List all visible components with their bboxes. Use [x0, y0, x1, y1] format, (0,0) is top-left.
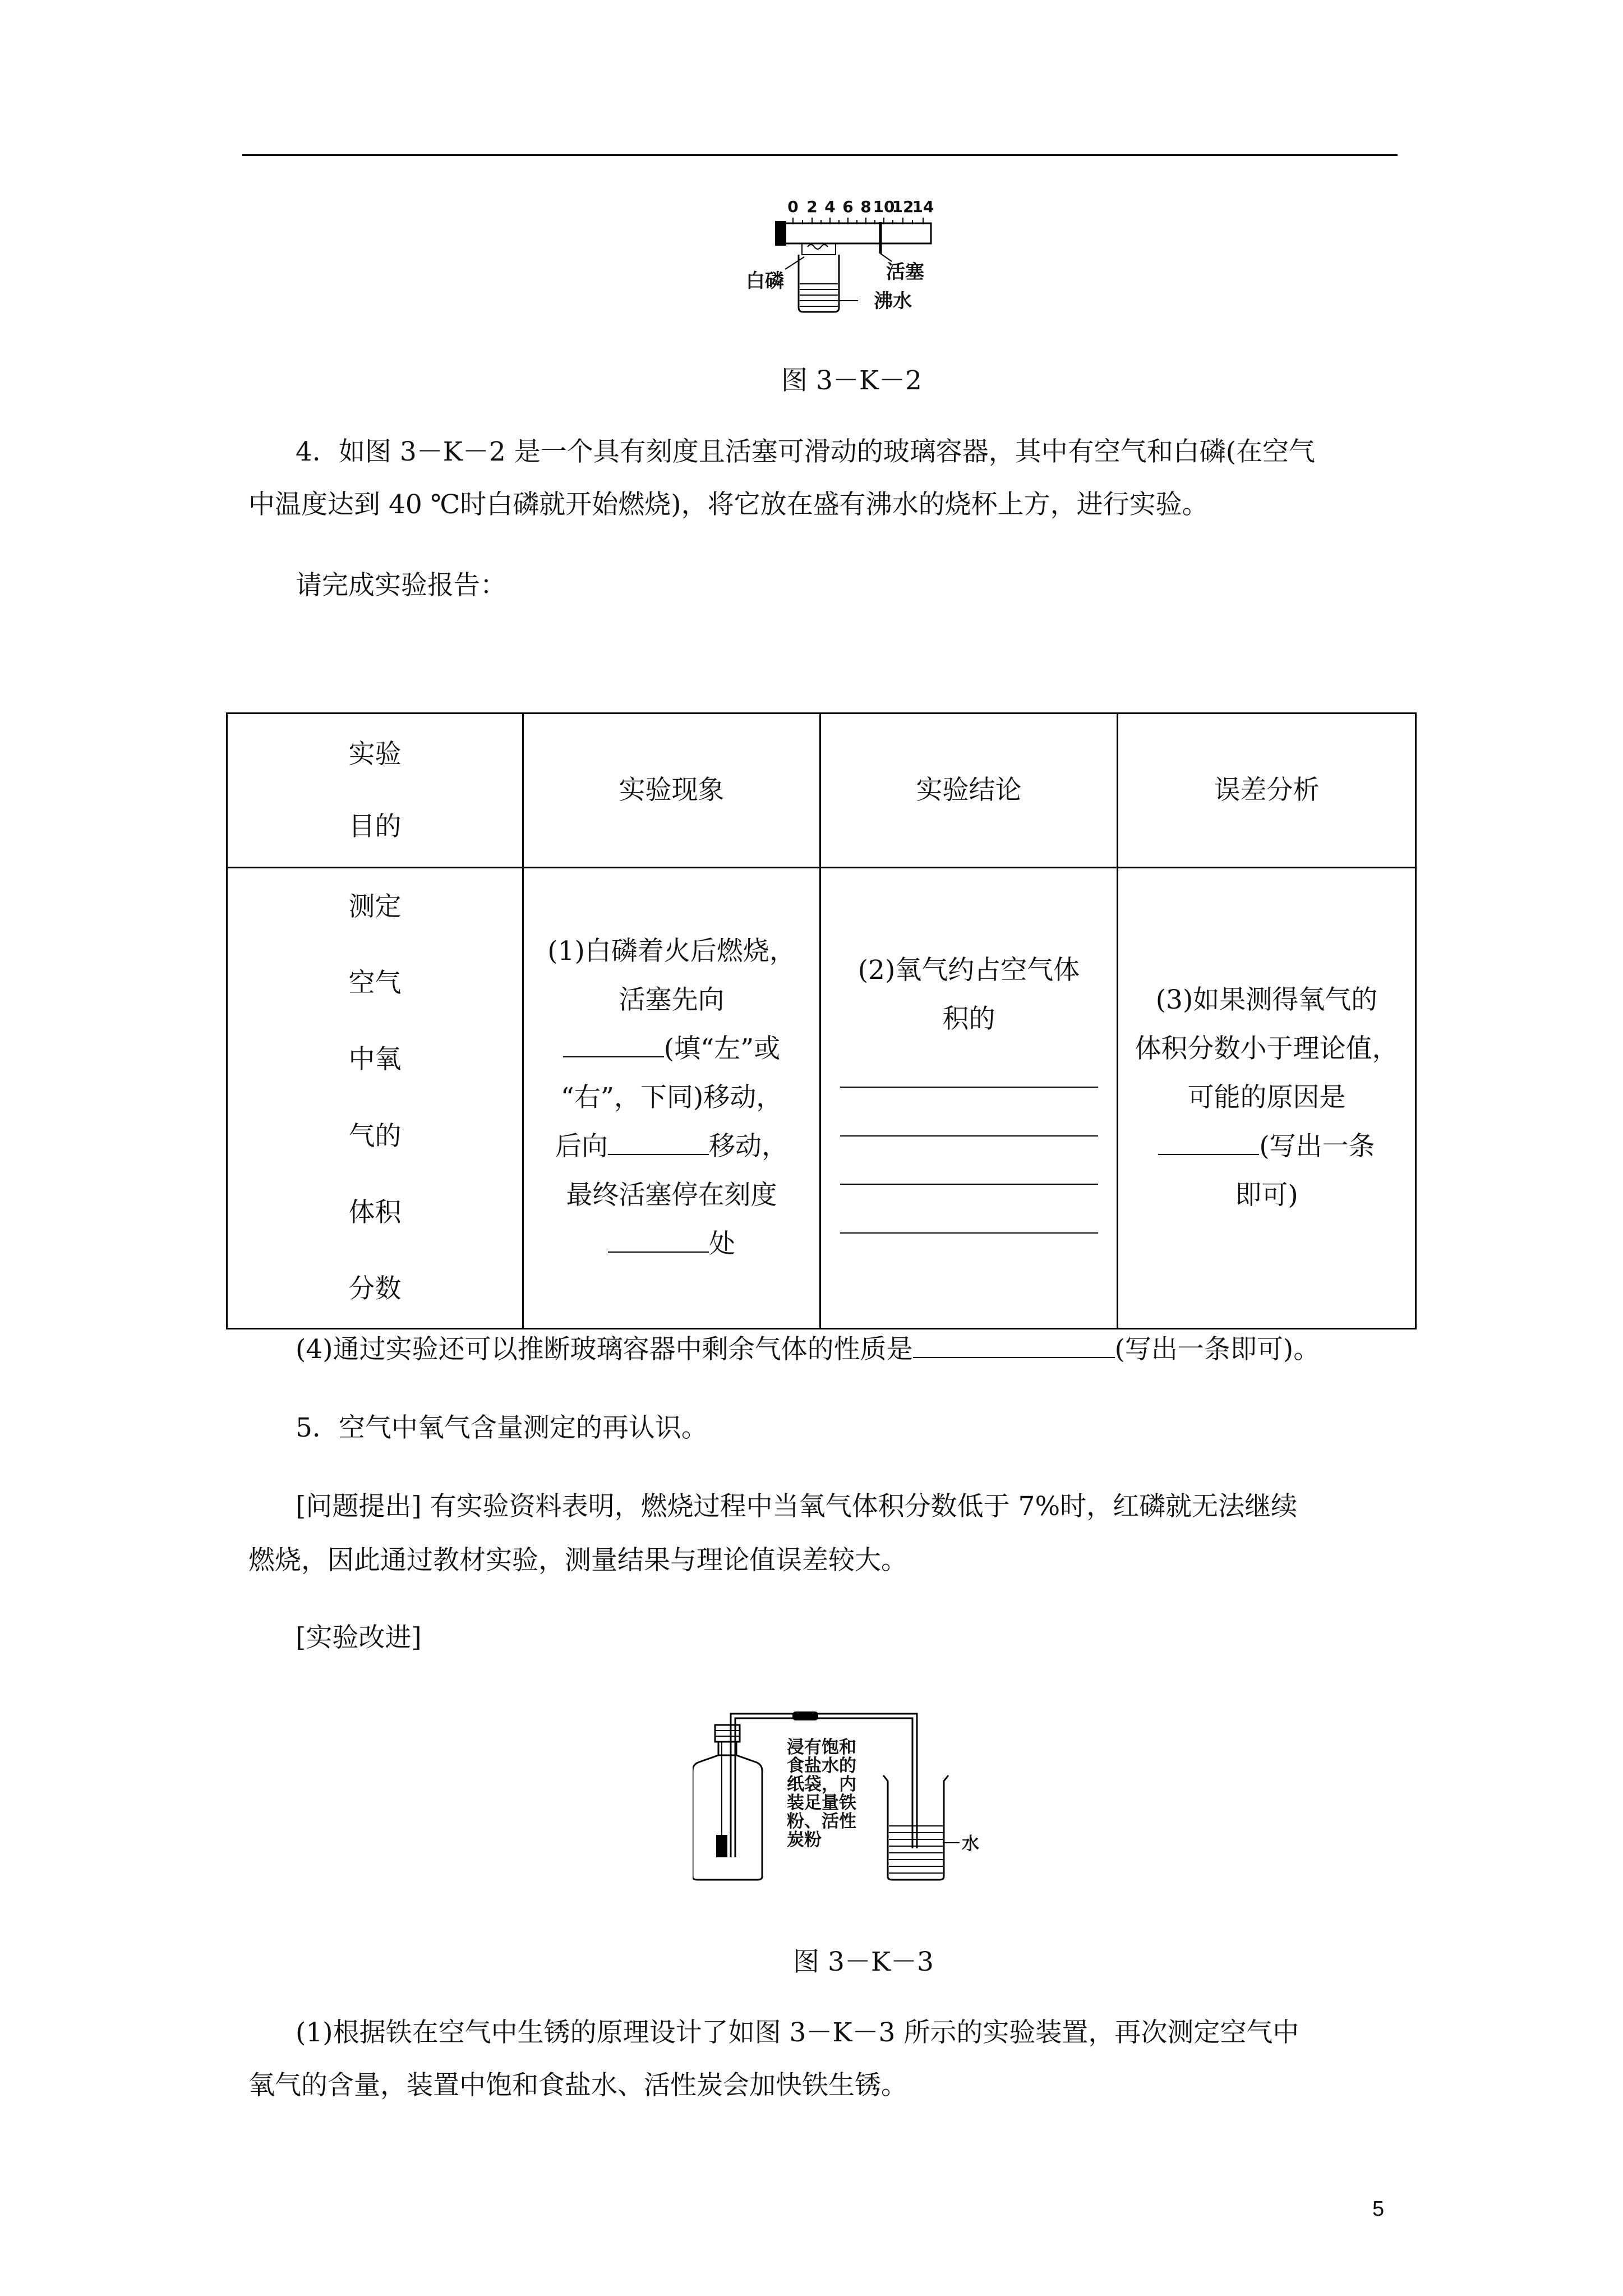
experiment-report-table: [226, 712, 1417, 1329]
blank-oxygen-fraction-1[interactable]: [840, 1062, 1098, 1087]
label-bag-line1: 浸有饱和: [787, 1737, 856, 1757]
label-bag-line6: 炭粉: [787, 1830, 822, 1850]
cell-conclusion: (2)氧气约占空气体 积的: [820, 868, 1118, 1329]
blank-scale-mark[interactable]: [608, 1228, 709, 1253]
header-purpose: 实验 目的: [227, 714, 523, 868]
blank-oxygen-fraction-2[interactable]: [840, 1111, 1098, 1136]
figure-3-k-2: [746, 196, 959, 325]
cell-purpose: 测定 空气 中氧 气的 体积 分数: [227, 868, 523, 1329]
scale-tick-6: 6: [842, 197, 854, 216]
q5-part1-line2: 氧气的含量，装置中饱和食盐水、活性炭会加快铁生锈。: [248, 2070, 907, 2101]
figure-caption-3-k-3: 图 3－K－3: [793, 1947, 934, 1977]
q5-title: 5．空气中氧气含量测定的再认识。: [296, 1412, 708, 1443]
scale-tick-2: 2: [806, 197, 818, 216]
blank-direction-2[interactable]: [608, 1130, 709, 1155]
label-bag-line3: 纸袋，内: [787, 1774, 856, 1795]
scale-tick-14: 14: [912, 197, 934, 216]
scale-tick-12: 12: [892, 197, 914, 216]
label-water: 水: [962, 1834, 979, 1854]
q5-improve: [实验改进]: [296, 1622, 422, 1653]
blank-oxygen-fraction-4[interactable]: [840, 1209, 1098, 1234]
table-header-row: [227, 714, 1416, 868]
header-conclusion: 实验结论: [820, 714, 1118, 868]
q5-part1-line1: (1)根据铁在空气中生锈的原理设计了如图 3－K－3 所示的实验装置，再次测定空气中: [296, 2017, 1299, 2048]
scale-tick-8: 8: [860, 197, 872, 216]
cell-error: (3)如果测得氧气的 体积分数小于理论值， 可能的原因是 (写出一条 即可): [1118, 868, 1416, 1329]
label-boiling-water: 沸水: [874, 290, 912, 312]
label-piston: 活塞: [886, 261, 924, 283]
blank-direction-1[interactable]: [563, 1033, 664, 1057]
figure-3-k-3: [693, 1708, 1007, 1888]
q4-line1: 4．如图 3－K－2 是一个具有刻度且活塞可滑动的玻璃容器，其中有空气和白磷(在空气: [296, 436, 1316, 467]
cell-phenomenon: (1)白磷着火后燃烧， 活塞先向 (填“左”或 “右”，下同)移动， 后向 移动， 最终活塞停在刻度 处: [523, 868, 820, 1329]
blank-oxygen-fraction-3[interactable]: [840, 1160, 1098, 1185]
header-phenomenon: 实验现象: [523, 714, 820, 868]
scale-tick-4: 4: [824, 197, 836, 216]
label-white-phosphorus: 白磷: [746, 270, 784, 292]
q5-problem-line1: [问题提出] 有实验资料表明，燃烧过程中当氧气体积分数低于 7%时，红磷就无法继续: [296, 1491, 1298, 1522]
q4-part4: (4)通过实验还可以推断玻璃容器中剩余气体的性质是 (写出一条即可)。: [296, 1334, 1320, 1365]
header-rule: [242, 154, 1398, 156]
q5-problem-line2: 燃烧，因此通过教材实验，测量结果与理论值误差较大。: [248, 1545, 907, 1576]
scale-tick-0: 0: [787, 197, 799, 216]
q4-line2: 中温度达到 40 ℃时白磷就开始燃烧)，将它放在盛有沸水的烧杯上方，进行实验。: [248, 489, 1209, 520]
blank-gas-property[interactable]: [913, 1333, 1115, 1358]
header-error: 误差分析: [1118, 714, 1416, 868]
q4-prompt: 请完成实验报告：: [296, 570, 506, 601]
label-bag-line4: 装足量铁: [787, 1793, 856, 1813]
label-bag-line2: 食盐水的: [787, 1756, 856, 1776]
scale-tick-10: 10: [873, 197, 895, 216]
blank-error-reason[interactable]: [1158, 1130, 1259, 1155]
table-body-row: [227, 868, 1416, 1329]
figure-caption-3-k-2: 图 3－K－2: [781, 365, 922, 396]
page-number: 5: [1372, 2197, 1385, 2221]
label-bag-line5: 粉、活性: [787, 1811, 856, 1832]
